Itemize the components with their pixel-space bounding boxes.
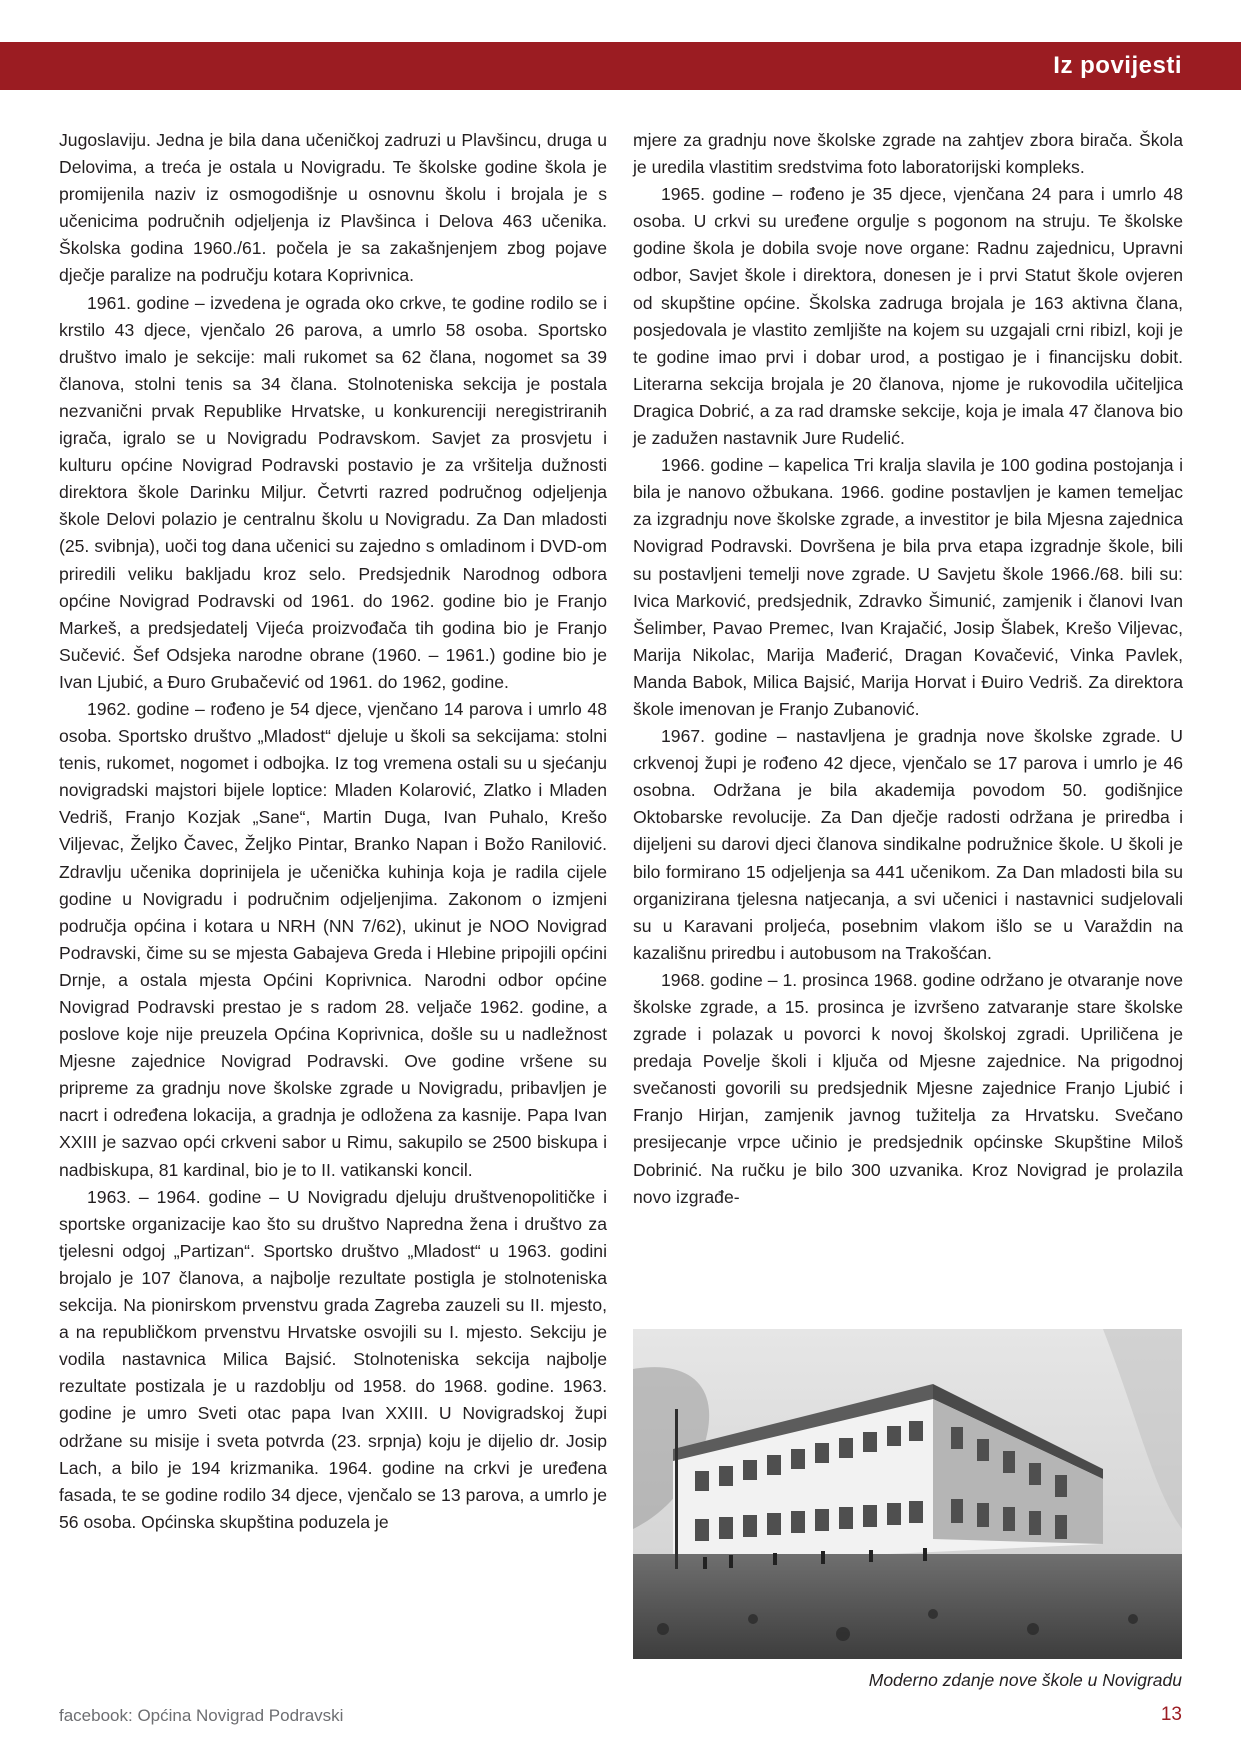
paragraph-1962: 1962. godine – rođeno je 54 djece, vjenčano 14 parova i umrlo 48 osoba. Sportsko društvo „Mladost“ djeluje u školi sa sekcijama: stolni tenis, rukomet, nogomet i odbojka. Iz tog vremena ostali su u sjećanju novigradski majstori bijele loptice: Mladen Kolarović, Zlatko i Mladen Vedriš, Franjo Kozjak „Sane“, Martin Duga, Ivan Puhalo, Krešo Viljevac, Željko Čavec, Željko Pintar, Branko Napan i Božo Ranilović. Zdravlju učenika doprinijela je učenička kuhinja koja je radila cijele godine u Novigradu i područnim odjeljenjima. Zakonom o izmjeni područja općina i kotara u NRH (NN 7/62), ukinut je NOO Novigrad Podravski, čime su se mjesta Gabajeva Greda i Hlebine pripojili općini Drnje, a ostala mjesta Općini Koprivnica. Narodni odbor općine Novigrad Podravski prestao je s radom 28. veljače 1962. godine, a poslove koje nije preuzela Općina Koprivnica, došle su u nadležnost Mjesne zajednice Novigrad Podravski. Ove godine vršene su pripreme za gradnju nove školske zgrade u Novigradu, pribavljen je nacrt i određena lokacija, a gradnja je odložena za kasnije. Papa Ivan XXIII je sazvao opći crkveni sabor u Rimu, sakupilo se 2500 biskupa i nadbiskupa, 81 kardinal, bio je to II. vatikanski koncil.: [59, 698, 607, 1180]
paragraph-1967: 1967. godine – nastavljena je gradnja nove školske zgrade. U crkvenoj župi je rođeno 42 djece, vjenčalo se 17 parova i umrlo je 46 osobna. Održana je bila akademija povodom 50. godišnjice Oktobarske revolucije. Za Dan dječje radosti održana je priredba i dijeljeni su darovi djeci članova sindikalne podružnice škole. U školi je bilo formirano 15 odjeljenja sa 441 učenikom. Za Dan mladosti bila su organizirana tjelesna natjecanja, a svi učenici i nastavnici sudjelovali su u Karavani proljeća, posebnim vlakom išlo se u Varaždin na kazališnu priredbu i autobusom na Trakošćan.: [633, 726, 1183, 963]
paragraph-continued-right: mjere za gradnju nove školske zgrade na zahtjev zbora birača. Škola je uredila vlastitim sredstvima foto laboratorijski kompleks.: [633, 130, 1183, 178]
section-header-bar: [0, 42, 1241, 90]
paragraph-1961: 1961. godine – izvedena je ograda oko crkve, te godine rodilo se i krstilo 43 djece, vjenčalo 26 parova, a umrlo 58 osoba. Sportsko društvo imalo je sekcije: mali rukomet sa 62 člana, nogomet sa 39 članova, stolni tenis sa 34 člana. Stolnoteniska sekcija je postala nezvanični prvak Republike Hrvatske, u konkurenciji neregistriranih igrača, igralo se u Novigradu Podravskom. Savjet za prosvjetu i kulturu općine Novigrad Podravski postavio je za vršitelja dužnosti direktora škole Darinku Miljur. Četvrti razred područnog odjeljenja škole Delovi polazio je centralnu školu u Novigradu. Za Dan mladosti (25. svibnja), uoči tog dana učenici su zajedno s omladinom i DVD-om priredili veliku bakljadu kroz selo. Predsjednik Narodnog odbora općine Novigrad Podravski od 1961. do 1962. godine bio je Franjo Markeš, a predsjedatelj Vijeća proizvođača tih godina bio je Franjo Sučević. Šef Odsjeka narodne obrane (1960. – 1961.) godine bio je Ivan Ljubić, a Đuro Grubačević od 1961. do 1962, godine.: [59, 292, 607, 692]
left-text-column: [59, 127, 607, 1536]
photo-caption: Moderno zdanje nove škole u Novigradu: [868, 1670, 1182, 1690]
paragraph-1965: 1965. godine – rođeno je 35 djece, vjenčana 24 para i umrlo 48 osoba. U crkvi su uređene orgulje s pogonom na struju. Te školske godine škola je dobila svoje nove organe: Radnu zajednicu, Upravni odbor, Savjet škole i direktora, donesen je i prvi Statut škole ovjeren od skupštine općine. Školska zadruga brojala je 163 aktivna člana, posjedovala je vlastito zemljište na kojem su uzgajali crni ribizl, koji je te godine imao prvi i dobar urod, a postigao je i financijsku dobit. Literarna sekcija brojala je 20 članova, njome je rukovodila učiteljica Dragica Dobrić, a za rad dramske sekcije, koja je imala 47 članova bio je zadužen nastavnik Jure Rudelić.: [633, 184, 1183, 449]
section-title: Iz povijesti: [1053, 52, 1182, 79]
school-building-photo: [633, 1329, 1182, 1659]
page-number: 13: [1160, 1704, 1182, 1725]
paragraph-continued: Jugoslaviju. Jedna je bila dana učeničkoj zadruzi u Plavšincu, druga u Delovima, a treća je ostala u Novigradu. Te školske godine škola je promijenila naziv iz osmogodišnje u osnovnu školu i brojala je s učenicima područnih odjeljenja iz Plavšinca i Delova 463 učenika. Školska godina 1960./61. počela je sa zakašnjenjem zbog pojave dječje paralize na području kotara Koprivnica.: [59, 130, 607, 286]
right-text-column: [633, 127, 1183, 1211]
paragraph-1968: 1968. godine – 1. prosinca 1968. godine održano je otvaranje nove školske zgrade, a 15. prosinca je izvršeno zatvaranje stare školske zgrade i polazak u povorci k novoj školskoj zgradi. Upriličena je predaja Povelje školi i ključa od Mjesne zajednice. Na prigodnoj svečanosti govorili su predsjednik Mjesne zajednice Franjo Ljubić i Franjo Hirjan, zamjenik javnog tužitelja za Hrvatsku. Svečano presijecanje vrpce učinio je predsjednik općinske Skupštine Miloš Dobrinić. Na ručku je bilo 300 uzvanika. Kroz Novigrad je prolazila novo izgrađe-: [633, 969, 1183, 1207]
footer-source: facebook: Općina Novigrad Podravski: [59, 1706, 344, 1725]
paragraph-1963-1964: 1963. – 1964. godine – U Novigradu djeluju društvenopolitičke i sportske organizacije kao što su društvo Napredna žena i društvo za tjelesni odgoj „Partizan“. Sportsko društvo „Mladost“ u 1963. godini brojalo je 107 članova, a najbolje rezultate postigla je stolnoteniska sekcija. Na pionirskom prvenstvu grada Zagreba zauzeli su II. mjesto, a na republičkom prvenstvu Hrvatske osvojili su I. mjesto. Sekciju je vodila nastavnica Milica Bajsić. Stolnoteniska sekcija najbolje rezultate postizala je u razdoblju od 1958. do 1968. godine. 1963. godine je umro Sveti otac papa Ivan XXIII. U Novigradskoj župi održane su misije i sveta potvrda (23. srpnja) koju je dijelio dr. Josip Lach, a bilo je 194 krizmanika. 1964. godine na crkvi je uređena fasada, te se godine rodilo 34 djece, vjenčalo se 13 parova, a umrlo je 56 osoba. Općinska skupština poduzela je: [59, 1186, 607, 1532]
paragraph-1966: 1966. godine – kapelica Tri kralja slavila je 100 godina postojanja i bila je nanovo ožbukana. 1966. godine postavljen je kamen temeljac za izgradnju nove školske zgrade, a investitor je bila Mjesna zajednica Novigrad Podravski. Dovršena je bila prva etapa izgradnje škole, bili su postavljeni temelji nove zgrade. U Savjetu škole 1966./68. bili su: Ivica Marković, predsjednik, Zdravko Šimunić, zamjenik i članovi Ivan Šelimber, Pavao Premec, Ivan Krajačić, Josip Šlabek, Krešo Viljevac, Marija Nikolac, Marija Mađerić, Dragan Kovačević, Vinka Pavlek, Manda Babok, Milica Bajsić, Marija Horvat i Đuiro Vedriš. Za direktora škole imenovan je Franjo Zubanović.: [633, 455, 1183, 719]
